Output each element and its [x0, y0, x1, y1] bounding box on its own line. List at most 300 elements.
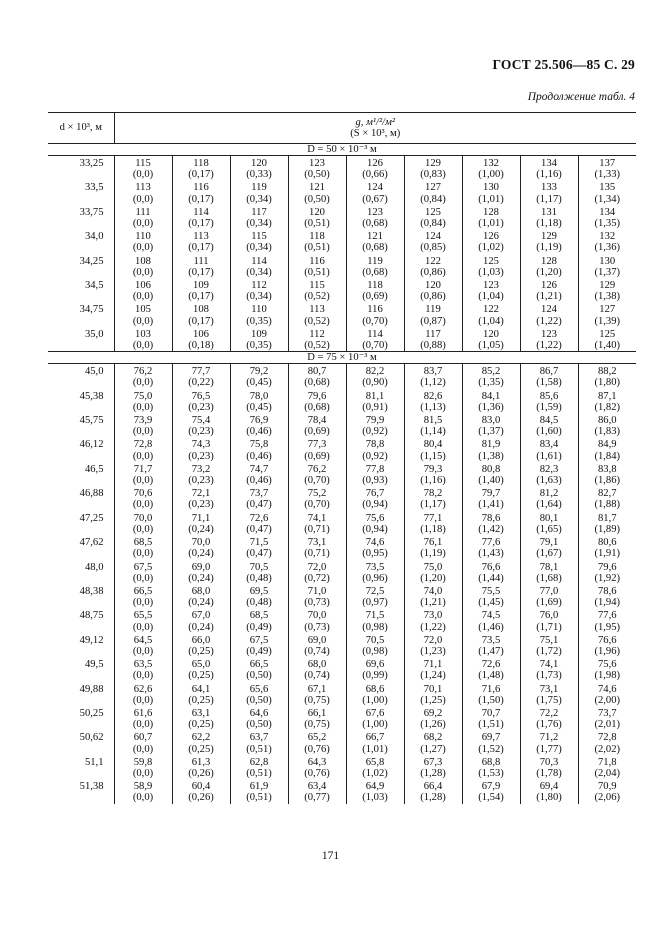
g-value: 126	[346, 156, 404, 170]
s-value: (1,37)	[462, 426, 520, 437]
g-value: 67,0	[172, 608, 230, 621]
section-header-row	[48, 352, 636, 364]
d-value: 46,88	[48, 486, 114, 510]
table-row	[48, 413, 636, 426]
s-value: (1,03)	[462, 267, 520, 278]
g-value: 110	[230, 302, 288, 315]
g-value: 118	[346, 278, 404, 291]
d-value: 34,75	[48, 302, 114, 326]
g-value: 76,5	[172, 389, 230, 402]
s-value: (0,84)	[404, 194, 462, 205]
g-value: 66,7	[346, 730, 404, 743]
s-value: (0,22)	[172, 377, 230, 388]
table-row-s	[48, 768, 636, 779]
g-value: 130	[462, 180, 520, 193]
g-value: 116	[288, 254, 346, 267]
table-row-s	[48, 291, 636, 302]
s-value: (0,17)	[172, 169, 230, 180]
g-value: 76,0	[520, 608, 578, 621]
s-value: (0,94)	[346, 524, 404, 535]
g-value: 74,6	[597, 683, 617, 695]
g-value: 64,3	[288, 755, 346, 768]
table-row	[48, 633, 636, 646]
g-value: 78,4	[288, 413, 346, 426]
table-row	[48, 364, 636, 378]
s-value: (0,0)	[114, 768, 172, 779]
s-value: (1,76)	[520, 719, 578, 730]
table-row	[48, 486, 636, 499]
table-row-s	[48, 499, 636, 510]
g-value: 61,6	[114, 706, 172, 719]
g-value: 117	[404, 327, 462, 340]
g-value: 122	[404, 254, 462, 267]
s-value: (1,38)	[594, 291, 621, 303]
g-value: 63,7	[230, 730, 288, 743]
s-value: (0,34)	[230, 218, 288, 229]
s-value: (0,24)	[172, 548, 230, 559]
s-value: (1,17)	[404, 499, 462, 510]
g-value: 76,1	[404, 535, 462, 548]
s-value: (0,0)	[114, 744, 172, 755]
g-value: 113	[288, 302, 346, 315]
g-value: 73,7	[230, 486, 288, 499]
g-value: 125	[462, 254, 520, 267]
s-value: (0,68)	[346, 218, 404, 229]
g-value: 110	[114, 229, 172, 242]
s-value: (1,42)	[462, 524, 520, 535]
s-value: (0,0)	[114, 670, 172, 681]
s-value: (0,25)	[172, 744, 230, 755]
g-value: 68,0	[172, 584, 230, 597]
table-row	[48, 730, 636, 743]
g-value: 66,4	[404, 779, 462, 792]
s-value: (1,15)	[404, 451, 462, 462]
s-value: (0,34)	[230, 194, 288, 205]
s-value: (1,18)	[520, 218, 578, 229]
s-value: (0,0)	[114, 646, 172, 657]
s-value: (0,25)	[172, 646, 230, 657]
s-value: (1,23)	[404, 646, 462, 657]
s-value: (0,0)	[114, 719, 172, 730]
s-value: (0,75)	[288, 719, 346, 730]
table-row	[48, 560, 636, 573]
s-value: (0,35)	[230, 340, 288, 352]
g-value: 115	[230, 229, 288, 242]
s-value: (0,47)	[230, 524, 288, 535]
g-value: 77,0	[520, 584, 578, 597]
s-value: (1,47)	[462, 646, 520, 657]
g-value: 121	[288, 180, 346, 193]
d-value: 34,25	[48, 254, 114, 278]
s-value: (0,69)	[346, 291, 404, 302]
g-value: 112	[230, 278, 288, 291]
table-row-s	[48, 548, 636, 559]
s-value: (0,98)	[346, 622, 404, 633]
g-value: 86,7	[520, 364, 578, 378]
g-value: 82,3	[520, 462, 578, 475]
g-value: 64,1	[172, 682, 230, 695]
s-value: (0,49)	[230, 646, 288, 657]
g-value: 74,6	[346, 535, 404, 548]
s-value: (1,01)	[346, 744, 404, 755]
s-value: (1,54)	[462, 792, 520, 803]
g-value: 84,9	[597, 439, 617, 451]
d-value: 47,25	[48, 511, 114, 535]
s-value: (1,20)	[404, 573, 462, 584]
g-value: 85,6	[520, 389, 578, 402]
s-value: (0,52)	[288, 291, 346, 302]
g-value: 61,3	[172, 755, 230, 768]
s-value: (1,04)	[462, 316, 520, 327]
s-value: (1,61)	[520, 451, 578, 462]
g-value: 68,2	[404, 730, 462, 743]
g-value: 69,2	[404, 706, 462, 719]
g-value: 60,4	[172, 779, 230, 792]
g-value: 76,6	[462, 560, 520, 573]
s-value: (0,33)	[230, 169, 288, 180]
s-value: (0,0)	[114, 340, 172, 352]
g-value: 135	[599, 182, 616, 194]
s-value: (1,02)	[346, 768, 404, 779]
section-title: D = 50 × 10⁻³ м	[48, 144, 636, 156]
g-value: 130	[599, 255, 616, 267]
s-value: (1,33)	[594, 169, 621, 181]
s-value: (0,46)	[230, 475, 288, 486]
s-value: (1,40)	[594, 340, 621, 352]
s-value: (0,35)	[230, 316, 288, 327]
g-value: 117	[230, 205, 288, 218]
g-value: 65,5	[114, 608, 172, 621]
g-value: 131	[520, 205, 578, 218]
g-value: 77,6	[597, 610, 617, 622]
s-value: (1,80)	[594, 377, 621, 389]
g-value: 105	[114, 302, 172, 315]
s-value: (0,0)	[114, 475, 172, 486]
g-value: 74,5	[462, 608, 520, 621]
table-row	[48, 229, 636, 242]
s-value: (0,0)	[114, 267, 172, 278]
g-value: 64,5	[114, 633, 172, 646]
d-value: 51,1	[48, 755, 114, 779]
g-value: 66,1	[288, 706, 346, 719]
table-row	[48, 608, 636, 621]
g-value: 70,3	[520, 755, 578, 768]
s-value: (1,00)	[462, 169, 520, 180]
g-value: 71,5	[346, 608, 404, 621]
s-value: (1,83)	[594, 426, 621, 438]
s-value: (1,72)	[520, 646, 578, 657]
s-value: (1,21)	[520, 291, 578, 302]
g-value: 134	[599, 206, 616, 218]
g-value: 83,7	[404, 364, 462, 378]
s-value: (1,45)	[462, 597, 520, 608]
table-row	[48, 511, 636, 524]
g-value: 66,0	[172, 633, 230, 646]
g-value: 103	[114, 327, 172, 340]
g-value: 71,6	[462, 682, 520, 695]
d-value: 51,38	[48, 779, 114, 803]
g-value: 72,6	[230, 511, 288, 524]
g-value: 68,5	[114, 535, 172, 548]
g-value: 112	[288, 327, 346, 340]
table-row-s	[48, 646, 636, 657]
s-value: (1,43)	[462, 548, 520, 559]
g-value: 68,0	[288, 657, 346, 670]
s-value: (0,50)	[230, 695, 288, 706]
g-value: 132	[599, 231, 616, 243]
s-value: (0,91)	[346, 402, 404, 413]
s-value: (1,98)	[594, 670, 621, 682]
g-value: 77,7	[172, 364, 230, 378]
g-value: 75,5	[462, 584, 520, 597]
table-row	[48, 535, 636, 548]
g-value: 75,6	[346, 511, 404, 524]
g-value: 73,9	[114, 413, 172, 426]
g-value: 65,2	[288, 730, 346, 743]
s-value: (1,64)	[520, 499, 578, 510]
g-value: 78,8	[346, 437, 404, 450]
g-value: 67,5	[230, 633, 288, 646]
g-value: 124	[520, 302, 578, 315]
g-value: 78,6	[597, 585, 617, 597]
s-value: (1,88)	[594, 499, 621, 511]
g-value: 78,0	[230, 389, 288, 402]
g-value: 77,8	[346, 462, 404, 475]
g-value: 73,5	[462, 633, 520, 646]
g-value: 73,7	[597, 707, 617, 719]
s-value: (0,17)	[172, 242, 230, 253]
g-value: 120	[462, 327, 520, 340]
g-value: 120	[288, 205, 346, 218]
g-value: 121	[346, 229, 404, 242]
g-value: 132	[462, 156, 520, 170]
s-value: (1,36)	[462, 402, 520, 413]
g-value: 71,5	[230, 535, 288, 548]
s-value: (1,00)	[346, 719, 404, 730]
g-value: 73,1	[288, 535, 346, 548]
s-value: (0,0)	[114, 291, 172, 302]
s-value: (0,85)	[404, 242, 462, 253]
s-value: (0,23)	[172, 426, 230, 437]
s-value: (0,51)	[230, 768, 288, 779]
g-value: 125	[404, 205, 462, 218]
d-value: 50,62	[48, 730, 114, 754]
g-value: 70,5	[346, 633, 404, 646]
s-value: (0,71)	[288, 524, 346, 535]
s-value: (0,50)	[230, 719, 288, 730]
g-value: 114	[172, 205, 230, 218]
s-value: (0,17)	[172, 291, 230, 302]
g-value: 70,5	[230, 560, 288, 573]
table-row	[48, 278, 636, 291]
g-value: 79,3	[404, 462, 462, 475]
g-value: 109	[172, 278, 230, 291]
s-value: (0,50)	[288, 169, 346, 180]
s-value: (0,86)	[404, 267, 462, 278]
table-row-s	[48, 792, 636, 803]
table-row	[48, 584, 636, 597]
s-value: (0,71)	[288, 548, 346, 559]
g-value: 69,5	[230, 584, 288, 597]
g-column-header	[114, 113, 636, 144]
s-value: (2,01)	[594, 719, 621, 731]
g-value: 83,0	[462, 413, 520, 426]
g-value: 126	[462, 229, 520, 242]
g-value: 122	[462, 302, 520, 315]
table-row-s	[48, 744, 636, 755]
s-value: (0,70)	[288, 499, 346, 510]
s-value: (0,76)	[288, 768, 346, 779]
table-row-s	[48, 377, 636, 388]
g-value: 84,1	[462, 389, 520, 402]
s-value: (1,95)	[594, 621, 621, 633]
s-value: (1,02)	[462, 242, 520, 253]
s-value: (1,19)	[520, 242, 578, 253]
s-value: (1,39)	[594, 315, 621, 327]
g-value: 64,9	[346, 779, 404, 792]
g-value: 73,2	[172, 462, 230, 475]
s-value: (0,0)	[114, 792, 172, 803]
g-value: 120	[230, 156, 288, 170]
s-value: (0,23)	[172, 475, 230, 486]
g-value: 72,1	[172, 486, 230, 499]
g-value: 75,2	[288, 486, 346, 499]
g-value: 127	[599, 304, 616, 316]
g-value: 83,4	[520, 437, 578, 450]
s-value: (0,0)	[114, 218, 172, 229]
table-row	[48, 779, 636, 792]
g-value: 106	[172, 327, 230, 340]
s-value: (0,51)	[230, 744, 288, 755]
s-value: (0,25)	[172, 670, 230, 681]
d-value: 49,12	[48, 633, 114, 657]
g-value: 74,3	[172, 437, 230, 450]
g-value: 77,3	[288, 437, 346, 450]
g-value: 77,6	[462, 535, 520, 548]
table-row-s	[48, 426, 636, 437]
s-value: (0,49)	[230, 622, 288, 633]
s-value: (0,92)	[346, 426, 404, 437]
g-value: 70,6	[114, 486, 172, 499]
page-header: ГОСТ 25.506—85 С. 29	[492, 57, 635, 72]
g-value: 134	[520, 156, 578, 170]
s-value: (0,0)	[114, 402, 172, 413]
table-row-s	[48, 695, 636, 706]
g-value: 79,7	[462, 486, 520, 499]
s-value: (1,13)	[404, 402, 462, 413]
s-value: (1,84)	[594, 450, 621, 462]
g-value: 69,0	[288, 633, 346, 646]
g-value: 75,4	[172, 413, 230, 426]
s-value: (1,25)	[404, 695, 462, 706]
g-value: 78,1	[520, 560, 578, 573]
s-value: (1,05)	[462, 340, 520, 352]
s-value: (0,47)	[230, 499, 288, 510]
g-value: 83,8	[597, 463, 617, 475]
table-body	[48, 144, 636, 804]
g-value: 72,2	[520, 706, 578, 719]
s-value: (0,24)	[172, 573, 230, 584]
s-value: (0,24)	[172, 524, 230, 535]
g-value: 123	[288, 156, 346, 170]
g-value: 119	[346, 254, 404, 267]
s-value: (0,45)	[230, 377, 288, 388]
s-value: (0,77)	[288, 792, 346, 803]
table-row	[48, 437, 636, 450]
s-value: (0,93)	[346, 475, 404, 486]
table-continuation-label: Продолжение табл. 4	[527, 91, 635, 103]
g-value: 69,0	[172, 560, 230, 573]
s-value: (0,50)	[230, 670, 288, 681]
g-value: 70,0	[114, 511, 172, 524]
g-value: 126	[520, 278, 578, 291]
s-value: (1,37)	[594, 266, 621, 278]
d-value: 33,5	[48, 180, 114, 204]
s-value: (1,82)	[594, 401, 621, 413]
g-value: 75,0	[404, 560, 462, 573]
g-value: 76,7	[346, 486, 404, 499]
g-value: 62,6	[114, 682, 172, 695]
g-value: 119	[404, 302, 462, 315]
s-value: (0,17)	[172, 267, 230, 278]
g-value: 72,8	[597, 732, 617, 744]
g-value: 73,5	[346, 560, 404, 573]
g-value: 80,4	[404, 437, 462, 450]
s-value: (2,00)	[594, 694, 621, 706]
g-value: 123	[346, 205, 404, 218]
g-value: 69,6	[346, 657, 404, 670]
s-value: (0,50)	[288, 194, 346, 205]
s-value: (1,69)	[520, 597, 578, 608]
g-value: 129	[520, 229, 578, 242]
s-value: (0,0)	[114, 242, 172, 253]
s-value: (0,72)	[288, 573, 346, 584]
g-value: 79,6	[597, 561, 617, 573]
g-value: 108	[172, 302, 230, 315]
s-value: (0,46)	[230, 451, 288, 462]
s-value: (1,40)	[462, 475, 520, 486]
g-value: 72,8	[114, 437, 172, 450]
g-value: 118	[172, 156, 230, 170]
g-value: 68,6	[346, 682, 404, 695]
s-value: (0,86)	[404, 291, 462, 302]
g-value: 85,2	[462, 364, 520, 378]
g-value: 128	[462, 205, 520, 218]
s-value: (0,96)	[346, 573, 404, 584]
s-value: (1,20)	[520, 267, 578, 278]
s-value: (0,45)	[230, 402, 288, 413]
d-value: 45,38	[48, 389, 114, 413]
g-value: 114	[230, 254, 288, 267]
table-row	[48, 657, 636, 670]
g-value: 115	[114, 156, 172, 170]
s-value: (0,46)	[230, 426, 288, 437]
g-value: 75,1	[520, 633, 578, 646]
g-value: 81,1	[346, 389, 404, 402]
table-row	[48, 205, 636, 218]
s-value: (1,22)	[520, 340, 578, 352]
s-value: (1,68)	[520, 573, 578, 584]
s-value: (0,69)	[288, 426, 346, 437]
s-value: (0,34)	[230, 267, 288, 278]
s-value: (0,17)	[172, 218, 230, 229]
s-value: (0,0)	[114, 194, 172, 205]
g-value: 116	[346, 302, 404, 315]
g-value: 133	[520, 180, 578, 193]
s-value: (0,26)	[172, 792, 230, 803]
s-value: (0,17)	[172, 194, 230, 205]
g-value: 62,8	[230, 755, 288, 768]
